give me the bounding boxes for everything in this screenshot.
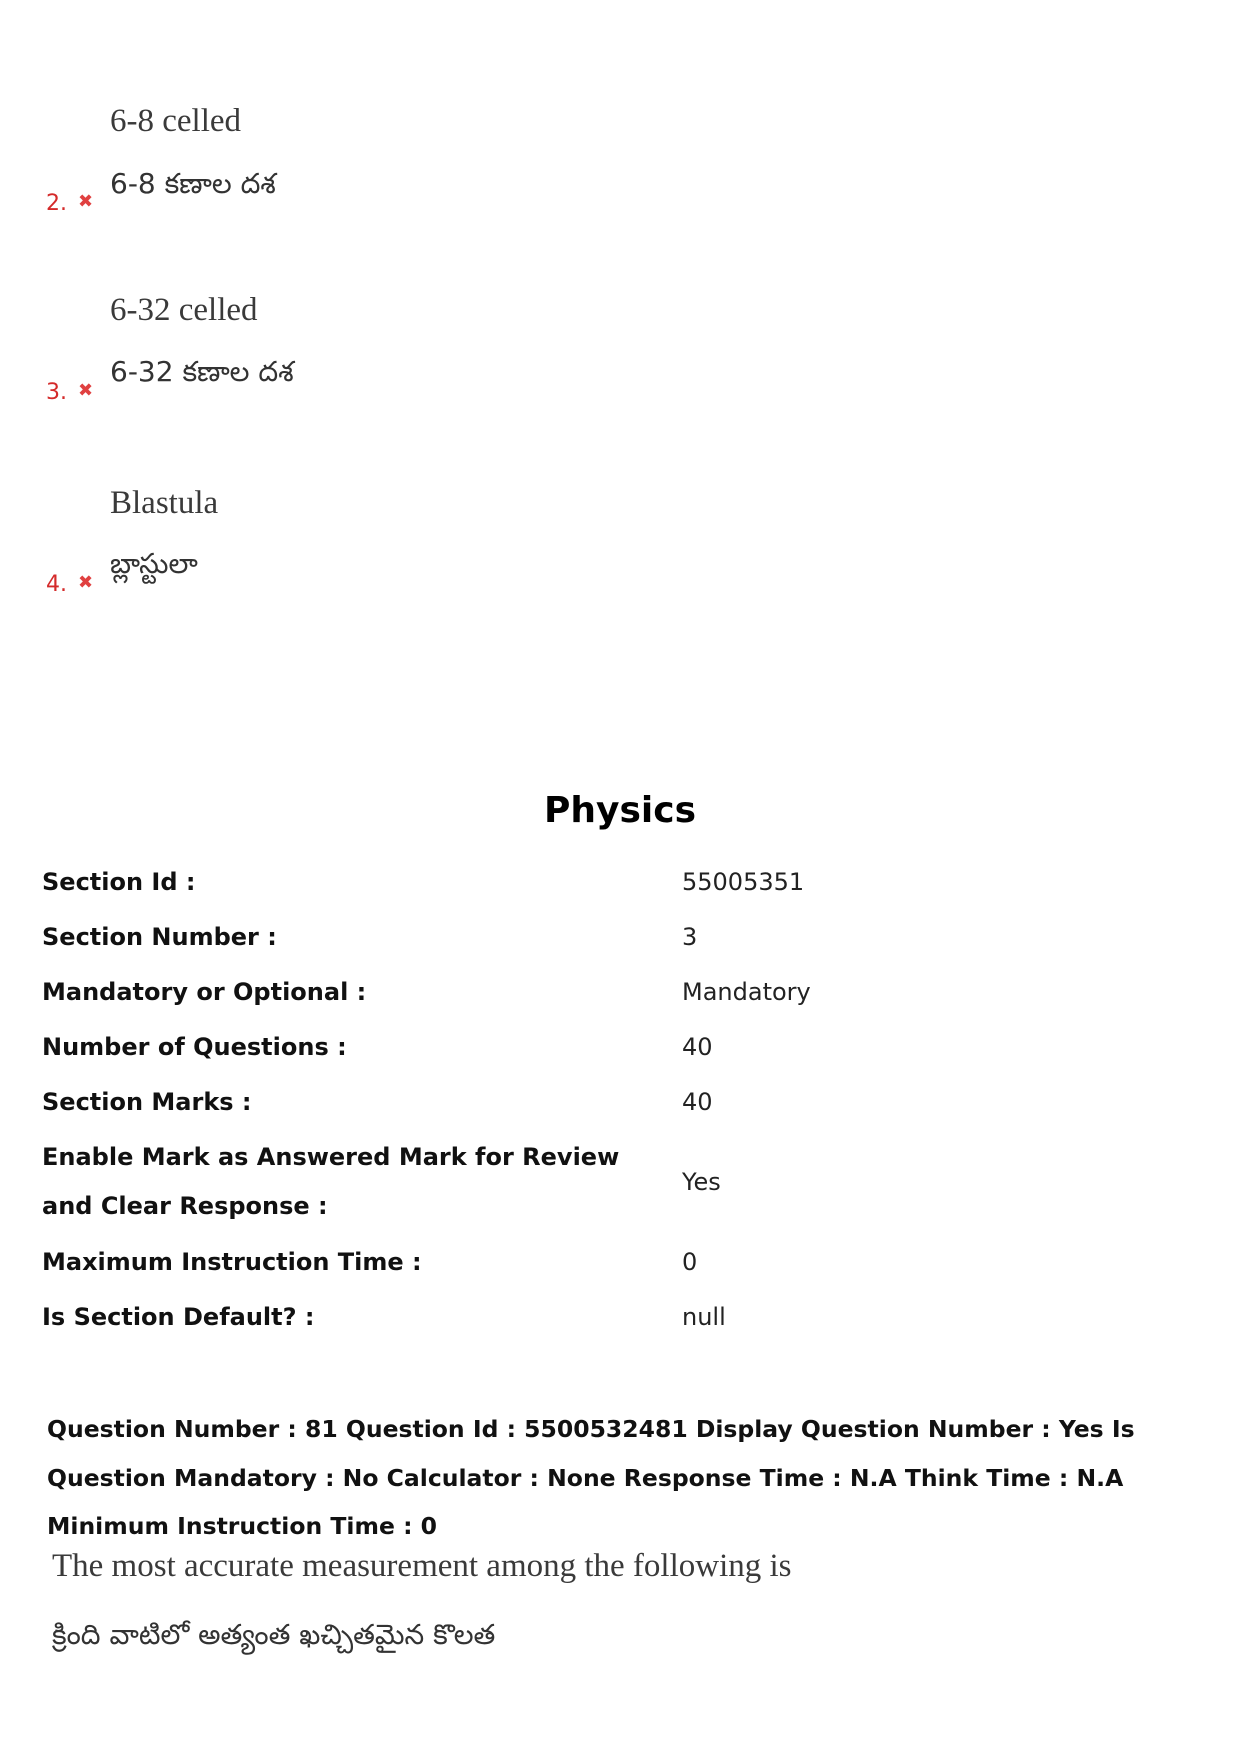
option-3-number: 3. <box>46 380 67 405</box>
option-4-number: 4. <box>46 572 67 597</box>
option-3-english: 6-32 celled <box>110 292 258 328</box>
section-row-label: Section Id : <box>42 868 196 896</box>
section-row-label: Number of Questions : <box>42 1033 347 1061</box>
section-row-label: Enable Mark as Answered Mark for Review and Clear Response : <box>42 1143 620 1220</box>
section-row-label: Maximum Instruction Time : <box>42 1248 422 1276</box>
section-row-value: Yes <box>682 1168 721 1196</box>
option-4-telugu: బ్లాస్టులా <box>110 547 198 580</box>
section-row-value: Mandatory <box>682 978 811 1006</box>
section-title: Physics <box>543 790 696 831</box>
cross-icon: ✖ <box>78 380 94 401</box>
section-row-label: Section Number : <box>42 923 277 951</box>
option-2-telugu: 6-8 కణాల దశ <box>110 167 276 200</box>
section-row-value: 40 <box>682 1033 713 1061</box>
option-3-telugu: 6-32 కణాల దశ <box>110 355 294 388</box>
cross-icon: ✖ <box>78 572 94 593</box>
section-row-value: 3 <box>682 923 698 951</box>
question-text-telugu: క్రింది వాటిలో అత్యంత ఖచ్చితమైన కొలత <box>52 1618 496 1651</box>
question-text-english: The most accurate measurement among the following is <box>52 1548 792 1584</box>
cross-icon: ✖ <box>78 191 94 212</box>
section-row-label: Is Section Default? : <box>42 1303 315 1331</box>
option-2-number: 2. <box>46 191 67 216</box>
section-row-value: 40 <box>682 1088 713 1116</box>
section-row-label: Section Marks : <box>42 1088 252 1116</box>
section-row-value: 55005351 <box>682 868 805 896</box>
section-row-label: Mandatory or Optional : <box>42 978 367 1006</box>
option-4-english: Blastula <box>110 485 219 521</box>
option-2-english: 6-8 celled <box>110 103 242 139</box>
section-row-value: 0 <box>682 1248 698 1276</box>
section-row-value: null <box>682 1303 726 1331</box>
question-meta: Question Number : 81 Question Id : 5500532481 Display Question Number : Yes Is Question Mandatory : No Calculator : None Response Time : N.A Think Time : N.A Minimum Instruction Time : 0 <box>47 1415 1135 1540</box>
